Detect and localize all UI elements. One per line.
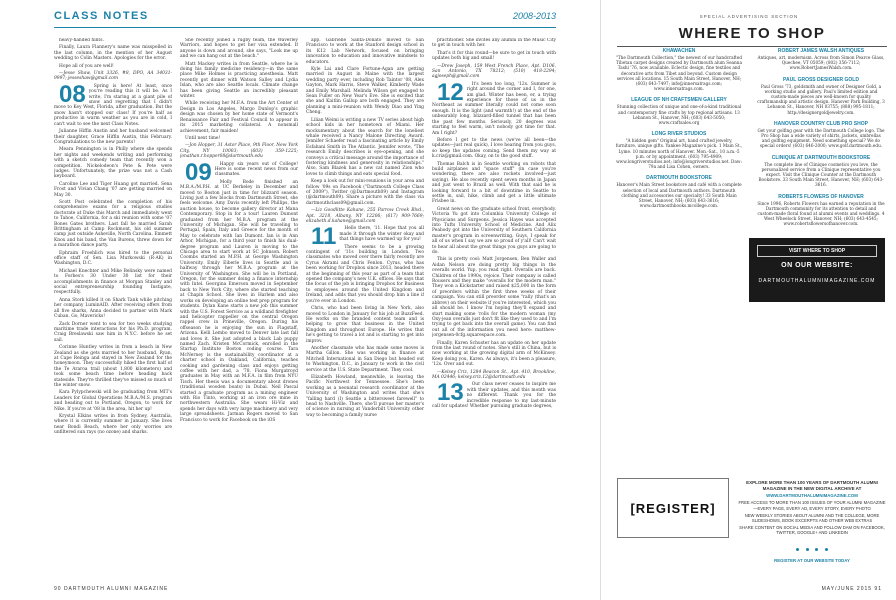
paragraph (54, 80, 172, 127)
para-text: Spring is here! At least, once you're reading this it will be. As I write, I'm staring at a giant pile of snow and regretting that I didn't move to Key West, Florida, after graduation. But the snow hasn't stopped our class! If you're half as productive in warm weather as you are in cold, I can't wait to see the next Class Notes. (54, 83, 172, 127)
paragraph: Keep a look out for mini-reunions in your area and follow '09s on Facebook ("Dartmouth College Class of 2009"), Twitter (@Dartmouth09) and Instagram (@dartmouth09). Share a picture with the class via dartmouthclass09@gmail.com. (306, 179, 424, 206)
promo-url[interactable]: DARTMOUTHALUMNIMAGAZINE.COM (758, 278, 876, 284)
class-year-13: 13 (437, 379, 464, 407)
column-3 (306, 38, 424, 584)
google-plus-icon[interactable] (815, 548, 818, 551)
folio-left: 90 DARTMOUTH ALUMNI MAGAZINE (54, 586, 169, 592)
ad-name: LEAGUE OF NH CRAFTSMEN GALLERY (631, 97, 727, 104)
ad-name: CLINIQUE AT DARTMOUTH BOOKSTORE (771, 154, 871, 161)
class-year-11: 11 (311, 223, 337, 251)
paragraph: Caroline Lee and Tiger Huang got married. Sena Frost and Vivian Chang '07 are getting married on May 30. (54, 181, 172, 198)
signature: —Liz Goodlitte Kahane, 255 Parrow Creek Blvd., Apt. 3218, Albany, NY 12206; (617) 909-7669; elizabeth.d.kahane@gmail.com (306, 208, 424, 224)
paragraph (432, 78, 556, 136)
signature: —Kelsey Criz, 1284 Beacon St., Apt. 410, Brookline, MA 02446; kelsey.criz.12@dartmouth.edu (432, 369, 556, 380)
advertising-label: SPECIAL ADVERTISING SECTION (699, 14, 799, 19)
class-year-12: 12 (437, 78, 464, 106)
paragraph: Until next time! (185, 135, 221, 141)
years-label: 2008-2013 (512, 11, 556, 21)
para-text: Our class never ceases to inspire me with their updates, and this month was no different. Thank you for the incredible response to my last-minute call for updates! Whether pursuing graduate degrees, (432, 382, 556, 409)
signature: —Drew Joseph, 159 West French Place, Apt. D106, San Antonio, TX 78212; (510) 418-2294; agjoseph@gmail.com (432, 63, 556, 80)
ad-name: ROBERT JAMES WALSH ANTIQUES (777, 48, 865, 54)
signature: —Jesse Shaw, Unit 3326, #8, DPO, AA 34031-9997; jesseshaw@gmail.com (54, 71, 172, 82)
paragraph: Thomas Balch is in Seattle working on robots that build airplanes and "space stuff" (in case you're wondering, there are also rockets involved—just saying). He also recently spent seven months in Japan and just went to Brazil as well. With that said he is looking forward to a bit of downtime in Seattle to settle in, sail, hike, climb and get a little ultimate Frisbee in. (432, 161, 556, 205)
ad-long-river-studios[interactable] (615, 131, 743, 169)
linkedin-icon[interactable] (825, 548, 828, 551)
paragraph: Ephraim Froehlich was hired to the personal office staff of Sen. Lisa Murkowski (R-AK) in Washington, D.C. (54, 250, 172, 267)
paragraph: Finally, Karen Schuster has an update on her update from the last round of notes. She's still in China, but is now working at the growing digital arm of McKinsey. Keep doing you, Karen. As always, it's been a pleasure, '12s. Over and out. (432, 340, 556, 368)
register-cta[interactable]: REGISTER AT OUR WEBSITE TODAY (774, 557, 850, 563)
paragraph: Michael Knechter and Mike Belinsky were named to Forbes's 30 Under 30 list for their accomplishments in finance at Morgan Stanley and social entrepreneurship founding Instigate, respectfully. (54, 268, 172, 296)
paragraph: heavy-handed hints. (59, 38, 104, 43)
paragraph: Finally, Laura Flannery's name was misspelled in the last column, in the mention of her August wedding to Colin Masters. Apologies for the error. (54, 45, 172, 62)
ad-paul-gross[interactable] (757, 77, 885, 115)
paragraph: practitioner. She invites any alumni in the Music City to get in touch with her. (432, 38, 556, 49)
ads-right-column (757, 48, 885, 233)
ad-name: HANOVER COUNTRY CLUB PRO SHOP (774, 120, 868, 127)
ad-league-of-nh-craftsmen[interactable] (615, 97, 743, 125)
paragraph: Anna Stork killed it on Shark Tank while pitching her company LuminAID. After receiving offers from all five sharks, Anna decided to partner with Mark Cuban. Go, Mavericks! (54, 297, 172, 320)
paragraph (180, 158, 298, 186)
paragraph: Elizabeth Howland, meanwhile, is leaving the Pacific Northwest for Tennessee. She's been working as a neonatal research coordinator at the University of Washington and writes that she's "falling hard (I) Seattle a bittersweet farewell" to head to Nashville. There, she'll pursue her master's of science in nursing at Vanderbilt University other way to becoming a family nurse (306, 374, 424, 418)
digital-archive-promo (737, 480, 887, 565)
paragraph: Corinne Huntley writes in from a beach in New Zealand as she gets married to her husband, Ryan, at Cape Reinga and stayed in New Zealand for the honeymoon. They successfully hiked the first half of the Te Araroa trail (about 1,800 kilometers) and took some beach time before heading back stateside. They're thrilled they've missed so much of the winter snow. (54, 345, 172, 388)
ad-name: PAUL GROSS DESIGNER GOLD (783, 76, 859, 83)
paragraph: That's it for this round—be sure to get in touch with updates both big and small! (432, 50, 556, 62)
paragraph: While receiving her M.F.A. from the Art Center of Design in Los Angeles, Margo Dunlop's graphic design was chosen by her home state of Vermont's Renaissance Fair and Festival Council to appear in its 2015 marketing collateral. A nonsmall achievement, fair maiden! (180, 101, 298, 134)
para-text: Hello there, '11. Hope that you all made it through the winter okay and that things have warmed up for you! (339, 226, 424, 243)
paragraph: This is pretty cool: Matt Jorgensen, Ben Waller and Aidan Nelson are doing pretty big things in the overalls world. Yup, you read right. Overalls are back. Children of the 1990s, rejoice. Their company is called Rousers and they make "overalls for the modern man." They won a Kickstarter and raised $25,000 in the form of preorders within the first three weeks of their campaign. You can still preorder some "rally (that's an abbrev) on their website if you're interested, which you all should be. I know I'm hoping they'll expand and start making some 'rolls for the modern woman (my Oxy-jean overalls just don't fit like they used to and I'm trying to get back into the overall game). You can find out all of the information you need here: matthew-jorgensen-0cfg.squarespace.com. (432, 257, 556, 339)
archive-heading: EXPLORE MORE THAN 100 YEARS OF DARTMOUTH ALUMNI MAGAZINE IN THE NEW DIGITAL ARCHIVE AT (746, 480, 878, 491)
paragraph: Molly Bode finished an M.B.A./M.P.H. at UC Berkeley in December and moved to Boston just in time for blizzard season. Living just a few blocks from Dartmouth Street, she feels welcome. Amy Davis recently left Phillips, the auction house, to become gallery director at Mana Contemporary. Stop in for a tour! Lauren Dumont graduated from her M.B.A. program at the University of Michigan. She will be traveling to Portugal, Spain, Italy and Greece for the month of May to celebrate with Ian Dumont. Ian is in Ann Arbor, Michigan, for a third year to finish his dual-degree program and Lauren is moving to the Chicago area to start work at SC Johnson. Robert Coombs started an M.P.H. at George Washington University. Emily Eiberle lives in Seattle and is halfway through her M.B.A. program at the University of Washington. She will be in Portland, Oregon, for the summer doing a finance internship with Intel. Georgina Emerson moved in September back to New York City, where she started teaching at Chapin School. She lives in Harlem and also works on developing an online test prep program for students. Dylan Kane starts a new job this summer with the U.S. Forest Service as a wildland firefighter and helicopter rappeller on the central Oregon rappel crew in Prineville, Oregon. During his offseason he is enjoying the sun in Flagstaff, Arizona. Kelli Lembo moved to Denver late last fall and loves it. She just adopted a black Lab puppy named Zach. Kristen McCormick, enrolled in the Startup Institute Boston coding course. Tara McNerney is the sustainability coordinator at a charter school in Oakland, California, teaches cooking and gardening class and enjoys getting coffee with her dad, a '78. Fiona Murgatroyd graduates in May with an M.F.A. in film from NYU Tisch. Her thesis was a documentary about drones (traditional wooden boats) in Dubai. Neil Pascal started a graduate program as a mining engineer with Rio Tinto, working at an iron ore mine in northwestern Australia. She wears Hi-Viz and spends her days with very large machinery and very large spreadsheets. Jarman Rogers moved to San Francisco to work for Facebook on the iOS (180, 179, 298, 423)
paragraph: Before I get to the news (we've all been—the updates—just real quick), I love hearing from you guys, so keep the updates coming. Send them my way at k.criz@gmail.com. Okay, on to the good stuff. (432, 137, 556, 160)
paragraph: Hope all of you are well! (59, 63, 114, 69)
where-to-shop-heading: WHERE TO SHOP (617, 22, 887, 47)
paragraph: Zack Dorner went to sea for two weeks studying maritime trade interactions for his Ph.D. program. Craig Breslawski saw him in N.Y.C. before he set sail. (54, 321, 172, 343)
folio-right: MAY/JUNE 2015 91 (821, 586, 882, 592)
promo-line-2: ON OUR WEBSITE: (781, 262, 853, 269)
paragraph: There seems to be a growing contingent of '11s building in London. Two classmates who moved over there fairly recently are Cyrus Akrami and Chris Fenlon. Cyrus, who has been working for Dropbox since 2013, headed there at the beginning of this year as part of a team that opened the company's new U.K. offices. He says that the focus of the job is bringing Dropbox for Business to employees around the United Kingdom and Ireland, and adds that you should drop him a line if you're ever in London. (306, 244, 424, 304)
social-icons (737, 538, 887, 556)
class-year-08: 08 (59, 80, 86, 108)
paragraph: Matt Mackey writes in from Seattle, where he is doing his family medicine residency—in the same place Mike Holmes is practicing anesthesia. Matt recently got dinner with Watson Salley and Lydia Islan, who are also Seattle locals. Climate change has been giving Seattle an incredibly pleasant winter. (180, 61, 298, 100)
paragraph: Another classmate who has made some moves is Martha Gillon. She was working in finance at Mitchell International in San Diego but headed out to Washington, D.C., in January to work in the civil service at the U.S. State Department. They cool. (306, 345, 424, 373)
archive-point-1: FREE ACCESS TO MORE THAN 100 ISSUES OF YOUR ALUMNI MAGAZINE—EVERY PAGE, EVERY AD, EVERY STORY, EVERY PHOTO (738, 500, 886, 511)
ad-name: LONG RIVER STUDIOS (651, 131, 707, 138)
paragraph: Scott Post celebrated the completion of his comprehensive exams for a religious studies doctorate at Duke this March and immediately went to Tahoe, California, for a ski reunion with some '07 Bones Gates brothers. Last fall he married Sarah Brittingham at Camp Rockmont, his old summer camp just outside Asheville, North Carolina. Emmett Knox and his band, the Van Burens, threw down for a marathon dance party. (54, 199, 172, 249)
paragraph: She recently joined a rugby team, the Waverley Warriors, and hopes to get her visa extended. If anyone is down and around, she says, "Look me up and we can hang out at the beach." (180, 38, 298, 60)
register-graphic: [REGISTER] (617, 478, 729, 538)
para-text: Happy six years out of College! Here is some recent news from our classmates. (214, 161, 298, 178)
paragraph (432, 379, 556, 409)
ad-name: ROBERTS FLOWERS OF HANOVER (778, 193, 864, 200)
column-1 (54, 38, 172, 584)
ad-robert-james-walsh[interactable] (757, 48, 885, 71)
twitter-icon[interactable] (806, 548, 809, 551)
archive-link[interactable]: WWW.DARTMOUTHALUMNIMAGAZINE.COM (766, 493, 858, 498)
signature: —Jon Hopper, 31 Astor Place, 9th Floor, New York City, NY 10003; (603) 359-1225; jonathan.r.hopper08@dartmouth.edu (180, 143, 298, 160)
ad-body: Get your golfing gear with the Dartmouth College logo. The Pro Shop has a wide variety of shirts, jackets, umbrellas and golfing equipment. Need something special? We do special orders! (603) 646-2000; www.golf.dartmouth.edu. (757, 127, 885, 149)
paragraph: Great news on the graduate school front, everybody. Victoria Yu got into Columbia University College of Physicians and Surgeons. Jessica Hayes was accepted into Tufts University School of Medicine. And Alix Peabody got into the University of Southern California master's program in screenwriting. Guys, I speak for all of us when I say we are so proud of y'all! Can't wait to hear all about the great things you guys are going to do. (432, 206, 556, 256)
class-year-09: 09 (185, 158, 212, 186)
column-2 (180, 38, 298, 584)
ad-roberts-flowers[interactable] (757, 194, 885, 227)
promo-line-1: VISIT WHERE TO SHOP (757, 245, 877, 257)
paragraph: Meara Pennington is in Philly where she spends her nights and weekends writing and performing with a sketch comedy team that recently won a competition. Nickelodeon's Pete & Pete were judges. Unfortunately, the prize was not a Cash keyboard. (54, 147, 172, 180)
paragraph: Kyle Lai and Clare Fortune-Agan are getting married in August in Maine with the largest wedding party ever, including Rob Taintor '08, Alex Gayton, Mark Harris, Steve Walker, Kimberly Wade and Emily Marshall. Melinda Wilson got engaged to Sean Fuller on New Year's Eve. She is excited that she and Kaitlin Gallup are both engaged. They are planning a mini-reunion with Wendy Diao and Ying Cheng. (306, 67, 424, 116)
paragraph: Lilian Weimi is writing a new TV series about high school kids in her hometown of Miami. Her mockumentary about the search for the loneliest whale received a Nancy Malone Directing Award. Jennifer Schaefer read a fascinating article by Emily Esfahani Smith in The Atlantic. Jennifer wrote, "The research Emily describes is eye-opening, and she conveys a critical message around the importance of fostering kindness and generosity in relationships." Also, Sam Blazek has a new cat named Zion who loves to climb things and eats special food. (306, 117, 424, 177)
paragraph (306, 223, 424, 251)
para-text: It's been too long, '12s. Summer is right around the corner and I, for one, am glad. Winter has been, er, a trying experience for those of us in the Northeast as summer literally could not come soon enough. It is the light (and warmth!) at the end of the unbearably long, blizzard-filled tunnel that has been the past few months. Seriously, 20 degrees was starting to feel warm, isn't nobody got time for that. Am I right? (432, 81, 556, 136)
ad-name: KHAWACHEN (662, 48, 696, 54)
ad-hanover-country-club[interactable] (757, 121, 885, 149)
ad-name: DARTMOUTH BOOKSTORE (646, 175, 712, 182)
ad-body: Paul Gross '73, goldsmith and owner of Designer Gold, a working studio and gallery. Paul's limited edition and custom-made pieces are well-known for quality craftsmanship and artistic design. Hanover Park Building, 3 Lebanon St., Hanover, NH 03755; (888) 995-1811; http://designergoldjewelry.com. (757, 83, 885, 115)
ad-khawachen[interactable] (615, 48, 743, 91)
website-promo-box[interactable] (749, 238, 885, 302)
archive-point-2: NEW WEEKLY STORIES ABOUT ALUMNI AND THE COLLEGE, MORE SLIDESHOWS, BOOK EXCERPTS AND OTHER WEB EXTRAS (744, 512, 880, 523)
right-page (600, 0, 896, 600)
class-notes-header (54, 9, 556, 28)
ad-clinique[interactable] (757, 155, 885, 188)
ad-body: Hanover's Main Street bookstore and café with a complete selection of local and Dartmouth authors. Dartmouth clothing and accessories our specialty! 33 South Main Street, Hanover, NH; (603) 643-3616; www.dartmouthbooks.mcollege.com. (616, 182, 742, 209)
paragraph: Julianne Hiffin Austin and her husband welcomed their daughter, Grace Hiffin Austin, this February. Congratulations to the new parents! (54, 129, 172, 145)
paragraph: Chris, who had been living in New York, also moved to London in January for his job at BuzzFeed. He works on the branded content team and is helping to grow that business in the United Kingdom and throughout Europe. He writes that he's getting to travel a lot and is starting to get into improv. (306, 306, 424, 344)
ads-left-column (615, 48, 743, 214)
archive-point-3: SHARE CONTENT ON SOCIAL MEDIA AND FOLLOW DAM ON FACEBOOK, TWITTER, GOOGLE+ AND LINKEDIN (739, 525, 885, 536)
ad-body: The complete line of Clinique cosmetics you love, the personalized service from a Clinique representative you expect. Visit the Clinique Counter at the Dartmouth Bookstore. 33 South Main Street, Hanover, NH; (603) 643-3616. (758, 161, 884, 188)
paragraph: Krystal Elkins writes in from Sydney, Australia, where it is currently summer in January. She lives near Bondi Beach, where her only worries are unfiltered sun rays (no ozone) and sharks. (54, 414, 172, 436)
column-4 (432, 38, 556, 584)
ad-body: Since 1996, Roberts Flowers has earned a reputation in the Dartmouth community for its attention to detail and custom-made floral found at alumni events and weddings. 4 West Wheelock Street, Hanover, NH; (603) 643-4545; www.robertsflowersofhanover.com. (757, 200, 885, 227)
paragraph: Kara Pylypchewski will be graduating from MIT's Leaders for Global Operations M.B.A./M.S. program and heading out to Portland, Oregon, to work for Nike. If you're at '08 in the area, hit her up! (54, 390, 172, 412)
ad-dartmouth-bookstore[interactable] (615, 175, 743, 208)
ad-body: Antiques, art, modernism. Across from Simon Pearce Glass, Quechee, VT 05059; (802) 356-7112; www.RobertJamesWalsh.com. (757, 55, 885, 71)
ad-body: "A hidden gem" Original art, hand crafted jewelry, furniture, unique gifts. Yankee Magazine's pick. 1 Main St., Lyme. 10 minutes north of Hanover. Mon.-Sat., 10 a.m.-5 p.m. or by appointment. (603) 795-4909; www.longriverstudios.net; info@longriverstudios.net. Daw: 79a and Lisa Cohen, owners. (615, 138, 743, 170)
section-title: CLASS NOTES (54, 10, 149, 22)
ad-body: Stunning collection of unique and one-of-a-kind traditional and contemporary fine crafts by top regional artisans. 13 Lebanon St., Hanover, NH; (603) 643-5050; www.craftsales.org (616, 104, 742, 126)
ad-body: "The Dartmouth Collection," the newest of our handcrafted Tibetan carpet designs created by Dartmouth alum Seanna Tashi '76, now available. Eclectic design, fine textiles and decorative arts from Tibet and beyond. Custom design services all locations. 15 South Main Street, Hanover, NH; (603) 643-7497; info@innersatrags.com; www.innersatrags.com. (615, 55, 743, 92)
paragraph: app. Gabrielle Santa-Donato moved to San Francisco to work at the Stanford design school in its K12 Lab Network, focused on bringing innovation to education and innovative mindsets to educators. (306, 38, 424, 65)
facebook-icon[interactable] (796, 548, 799, 551)
